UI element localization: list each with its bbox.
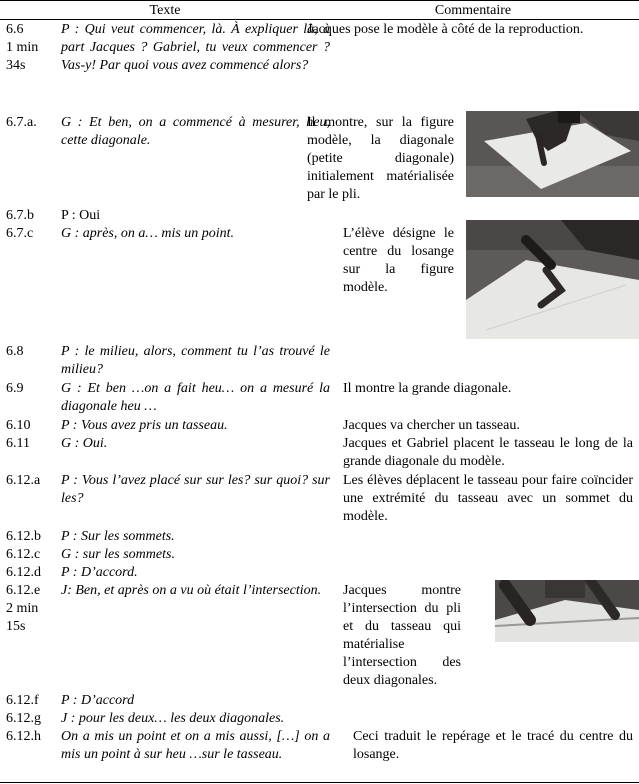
row-text: P : D’accord bbox=[61, 693, 135, 708]
row-comment: Il montre, sur la figure modèle, la diagonale (petite diagonale) initialement matérialisée par le pli. bbox=[307, 115, 454, 202]
row-id: 6.12.a bbox=[6, 473, 41, 488]
row-id: 6.12.g bbox=[6, 711, 41, 726]
row-text: G : Oui. bbox=[61, 436, 108, 451]
row-id: 6.12.d bbox=[6, 565, 41, 580]
row-text: P : Vous l’avez placé sur sur les? sur quoi? sur les? bbox=[61, 473, 330, 506]
row-id: 6.12.e 2 min 15s bbox=[6, 583, 41, 634]
row-comment: L’élève désigne le centre du losange sur la figure modèle. bbox=[343, 226, 454, 295]
row-id: 6.8 bbox=[6, 344, 24, 359]
row-comment: Il montre la grande diagonale. bbox=[343, 381, 512, 396]
row-text: J: Ben, et après on a vu où était l’intersection. bbox=[61, 583, 322, 598]
row-id: 6.11 bbox=[6, 436, 30, 451]
row-id: 6.12.f bbox=[6, 693, 39, 708]
row-id: 6.7.c bbox=[6, 226, 34, 241]
header-texte: Texte bbox=[149, 3, 181, 18]
row-comment: Jacques va chercher un tasseau. bbox=[343, 418, 520, 433]
row-comment: Jacques pose le modèle à côté de la reproduction. bbox=[307, 22, 584, 37]
row-text: G : sur les sommets. bbox=[61, 547, 175, 562]
row-text: J : pour les deux… les deux diagonales. bbox=[61, 711, 285, 726]
row-text: On a mis un point et on a mis aussi, […] on a mis un point à sur heu …sur le tasseau. bbox=[61, 729, 330, 762]
row-id: 6.12.b bbox=[6, 529, 41, 544]
row-text: G : après, on a… mis un point. bbox=[61, 226, 235, 241]
row-id: 6.10 bbox=[6, 418, 31, 433]
row-text: G : Et ben …on a fait heu… on a mesuré la diagonale heu … bbox=[61, 381, 330, 414]
table-header bbox=[0, 0, 639, 20]
row-id: 6.7.a. bbox=[6, 115, 37, 130]
table-bottom-border bbox=[0, 782, 639, 783]
row-text: P : Sur les sommets. bbox=[61, 529, 175, 544]
row-text: P : Oui bbox=[61, 208, 101, 223]
row-text: P : le milieu, alors, comment tu l’as trouvé le milieu? bbox=[61, 344, 330, 377]
photo-intersection-tasseau bbox=[495, 580, 639, 642]
photo-hand-on-diagonal bbox=[466, 111, 639, 197]
row-id: 6.6 1 min 34s bbox=[6, 22, 39, 73]
row-id: 6.12.c bbox=[6, 547, 41, 562]
photo-designating-center bbox=[466, 220, 639, 339]
row-id: 6.7.b bbox=[6, 208, 34, 223]
header-commentaire: Commentaire bbox=[434, 3, 512, 18]
row-text: G : Et ben, on a commencé à mesurer, heu, cette diagonale. bbox=[61, 115, 330, 148]
row-id: 6.12.h bbox=[6, 729, 41, 744]
row-text: P : Vous avez pris un tasseau. bbox=[61, 418, 228, 433]
row-comment: Ceci traduit le repérage et le tracé du centre du losange. bbox=[353, 729, 633, 762]
row-text: P : D’accord. bbox=[61, 565, 138, 580]
row-comment: Les élèves déplacent le tasseau pour faire coïncider une extrémité du tasseau avec un sommet du modèle. bbox=[343, 473, 633, 524]
row-text: P : Qui veut commencer, là. À expliquer là, à part Jacques ? Gabriel, tu veux commencer ? Vas-y! Par quoi vous avez commencé alors? bbox=[61, 22, 330, 73]
row-comment: Jacques montre l’intersection du pli et du tasseau qui matérialise l’intersection des deux diagonales. bbox=[343, 583, 461, 688]
row-id: 6.9 bbox=[6, 381, 24, 396]
row-comment: Jacques et Gabriel placent le tasseau le long de la grande diagonale du modèle. bbox=[343, 436, 633, 469]
